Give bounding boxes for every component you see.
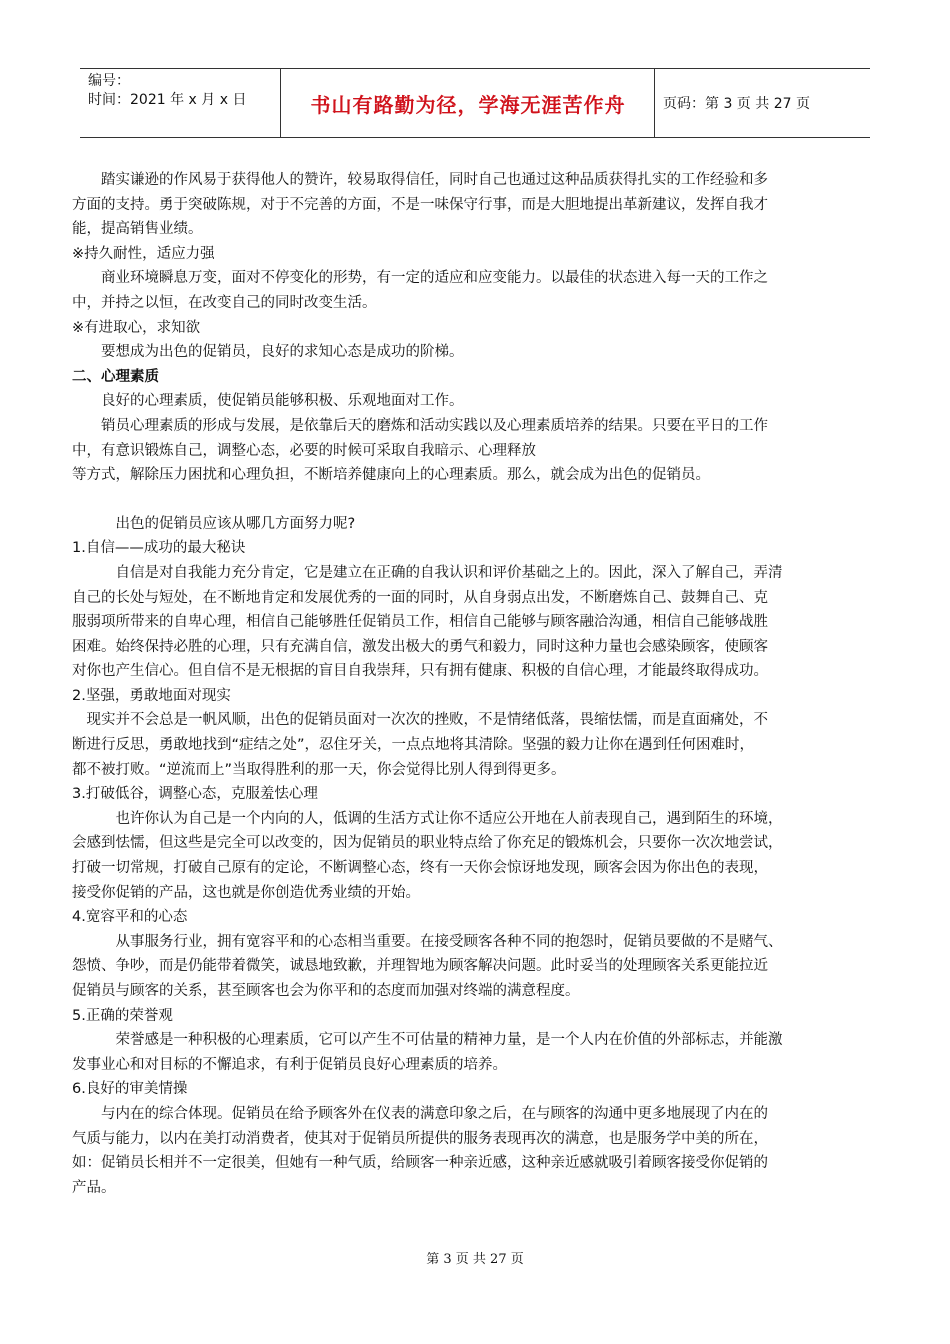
paragraph-line: 产品。: [72, 1179, 116, 1196]
paragraph-line: 4.宽容平和的心态: [72, 909, 188, 926]
paragraph-line: 都不被打败。“逆流而上”当取得胜利的那一天，你会觉得比别人得到得更多。: [72, 761, 566, 778]
paragraph-line: 也许你认为自己是一个内向的人，低调的生活方式让你不适应公开地在人前表现自己，遇到陌生的环境，: [72, 810, 783, 827]
paragraph-line: 中，有意识锻炼自己，调整心态，必要的时候可采取自我暗示、心理释放: [72, 442, 536, 459]
paragraph-line: ※持久耐性，适应力强: [72, 245, 215, 262]
paragraph-line: 自己的长处与短处，在不断地肯定和发展优秀的一面的同时，从自身弱点出发，不断磨炼自己、鼓舞自己、克: [72, 589, 768, 606]
paragraph-line: 困难。始终保持必胜的心理，只有充满自信，激发出极大的勇气和毅力，同时这种力量也会感染顾客，使顾客: [72, 638, 768, 655]
paragraph-line: 出色的促销员应该从哪几方面努力呢?: [72, 515, 356, 532]
code-label: 编号：: [88, 73, 130, 89]
paragraph-line: 服弱项所带来的自卑心理，相信自己能够胜任促销员工作，相信自己能够与顾客融洽沟通，相信自己能够战胜: [72, 614, 768, 631]
paragraph-line: [72, 488, 882, 512]
paragraph-line: 气质与能力，以内在美打动消费者，使其对于促销员所提供的服务表现再次的满意，也是服务学中美的所在，: [72, 1130, 768, 1147]
paragraph-line: 现实并不会总是一帆风顺，出色的促销员面对一次次的挫败，不是情绪低落，畏缩怯懦，而是直面痛处，不: [72, 712, 768, 729]
paragraph-line: 销员心理素质的形成与发展，是依靠后天的磨炼和活动实践以及心理素质培养的结果。只要在平日的工作: [72, 417, 768, 434]
document-header: [80, 68, 870, 138]
paragraph-line: 能，提高销售业绩。: [72, 221, 203, 238]
paragraph-line: 3.打破低谷，调整心态，克服羞怯心理: [72, 786, 318, 803]
paragraph-line: 对你也产生信心。但自信不是无根据的盲目自我崇拜，只有拥有健康、积极的自信心理，才能最终取得成功。: [72, 663, 768, 680]
header-meta-cell: [80, 69, 281, 137]
paragraph-line: 会感到怯懦，但这些是完全可以改变的，因为促销员的职业特点给了你充足的锻炼机会，只要你一次次地尝试，: [72, 835, 783, 852]
paragraph-line: 如：促销员长相并不一定很美，但她有一种气质，给顾客一种亲近感，这种亲近感就吸引着顾客接受你促销的: [72, 1155, 768, 1172]
paragraph-line: 从事服务行业，拥有宽容平和的心态相当重要。在接受顾客各种不同的抱怨时，促销员要做的不是赌气、: [72, 933, 783, 950]
motto-text: 书山有路勤为径，学海无涯苦作舟: [310, 92, 626, 117]
paragraph-line: 商业环境瞬息万变，面对不停变化的形势，有一定的适应和应变能力。以最佳的状态进入每一天的工作之: [72, 270, 768, 287]
paragraph-line: 6.良好的审美情操: [72, 1081, 188, 1098]
paragraph-line: 5.正确的荣誉观: [72, 1007, 173, 1024]
paragraph-line: 断进行反思，勇敢地找到“症结之处”，忍住牙关，一点点地将其清除。坚强的毅力让你在遇到任何困难时，: [72, 737, 755, 754]
paragraph-line: 良好的心理素质，使促销员能够积极、乐观地面对工作。: [72, 393, 464, 410]
paragraph-line: 打破一切常规，打破自己原有的定论，不断调整心态，终有一天你会惊讶地发现，顾客会因为你出色的表现，: [72, 860, 768, 877]
paragraph-line: 发事业心和对目标的不懈追求，有利于促销员良好心理素质的培养。: [72, 1056, 507, 1073]
paragraph-line: 荣誉感是一种积极的心理素质，它可以产生不可估量的精神力量，是一个人内在价值的外部标志，并能激: [72, 1032, 783, 1049]
paragraph-line: ※有进取心，求知欲: [72, 319, 201, 336]
header-motto-cell: [282, 69, 655, 137]
page-label: 页码：第 3 页 共 27 页: [663, 96, 810, 112]
page-footer: [0, 1248, 950, 1267]
paragraph-line: 中，并持之以恒，在改变自己的同时改变生活。: [72, 294, 377, 311]
paragraph-line: 1.自信——成功的最大秘诀: [72, 540, 246, 557]
document-body: [72, 168, 882, 1200]
paragraph-line: 要想成为出色的促销员，良好的求知心态是成功的阶梯。: [72, 344, 464, 361]
header-page-cell: [655, 69, 870, 137]
paragraph-line: 怨愤、争吵，而是仍能带着微笑，诚恳地致歉，并理智地为顾客解决问题。此时妥当的处理顾客关系更能拉近: [72, 958, 768, 975]
paragraph-line: 促销员与顾客的关系，甚至顾客也会为你平和的态度而加强对终端的满意程度。: [72, 983, 580, 999]
paragraph-line: 接受你促销的产品，这也就是你创造优秀业绩的开始。: [72, 884, 420, 901]
footer-page-number: 第 3 页 共 27 页: [426, 1252, 524, 1267]
paragraph-line: 自信是对自我能力充分肯定，它是建立在正确的自我认识和评价基础之上的。因此，深入了解自己，弄清: [72, 564, 783, 581]
paragraph-line: 2.坚强，勇敢地面对现实: [72, 687, 231, 704]
section-heading: 二、心理素质: [72, 368, 159, 385]
paragraph-line: 等方式，解除压力困扰和心理负担，不断培养健康向上的心理素质。那么，就会成为出色的促销员。: [72, 467, 710, 484]
paragraph-line: 方面的支持。勇于突破陈规，对于不完善的方面，不是一味保守行事，而是大胆地提出革新建议，发挥自我才: [72, 196, 768, 213]
paragraph-line: 与内在的综合体现。促销员在给予顾客外在仪表的满意印象之后，在与顾客的沟通中更多地展现了内在的: [72, 1105, 768, 1122]
time-label: 时间：2021 年 x 月 x 日: [88, 92, 247, 108]
paragraph-line: 踏实谦逊的作风易于获得他人的赞许，较易取得信任，同时自己也通过这种品质获得扎实的工作经验和多: [72, 172, 768, 188]
